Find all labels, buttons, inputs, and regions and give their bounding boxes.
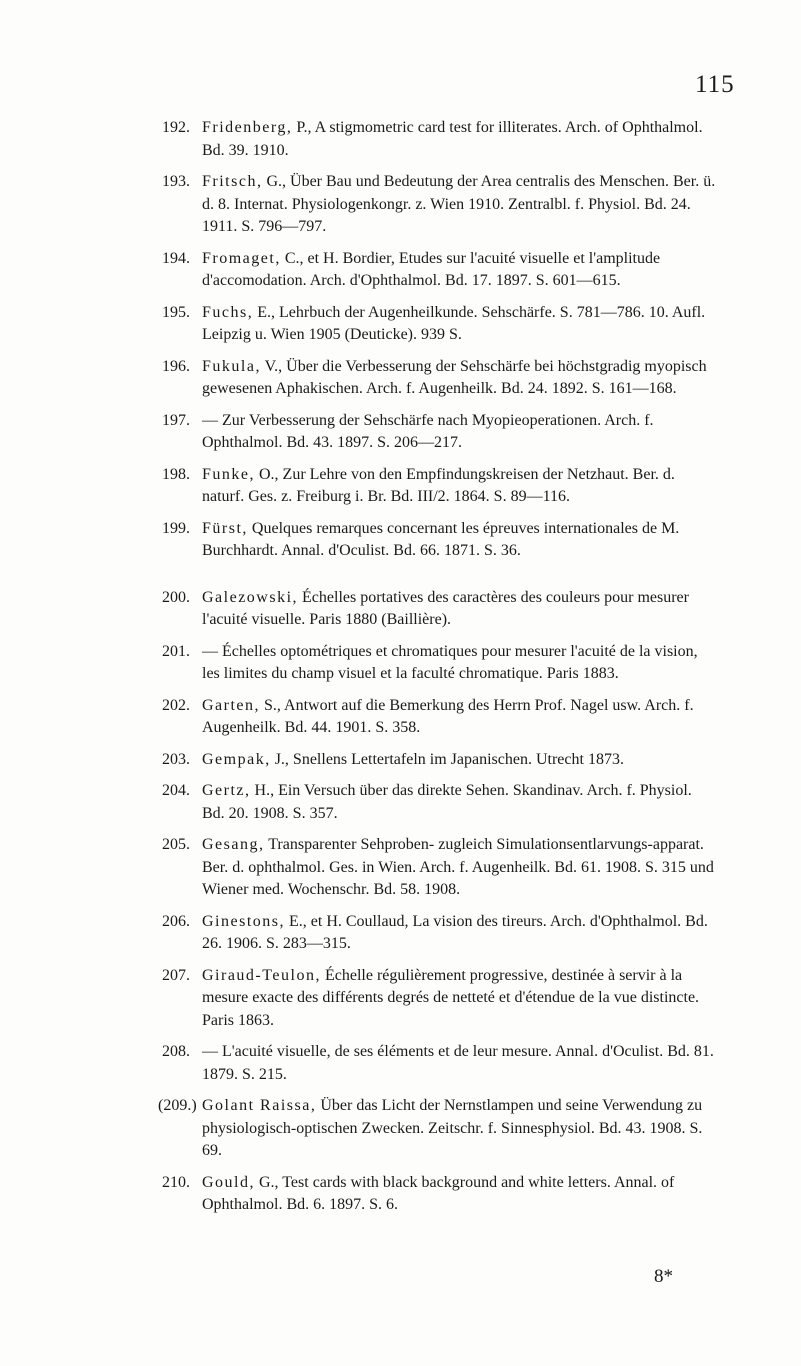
entry-text: — Échelles optométriques et chromatiques pour mesurer l'acuité de la vision, les limites du champ visuel et la faculté chromatique. Paris 1883.	[202, 642, 698, 682]
entry-author: Ginestons,	[202, 912, 285, 930]
entry-number: (209.)	[158, 1097, 197, 1114]
entry-text: O., Zur Lehre von den Empfindungskreisen der Netzhaut. Ber. d. naturf. Ges. z. Freiburg i. Br. Bd. III/2. 1864. S. 89—116.	[202, 465, 675, 505]
entry-author: Giraud-Teulon,	[202, 966, 321, 984]
reference-entry	[162, 410, 718, 455]
reference-entry	[162, 749, 718, 772]
entry-number: 199.	[162, 519, 190, 537]
entry-text: Transparenter Sehproben- zugleich Simulationsentlarvungs-apparat. Ber. d. ophthalmol. Ges. in Wien. Arch. f. Augenheilk. Bd. 61. 1908. S. 315 und Wiener med. Wochenschr. Bd. 58. 1908.	[202, 836, 714, 898]
entry-text: Über das Licht der Nernstlampen und seine Verwendung zu physiologisch-optischen Zwecken. Zeitschr. f. Sinnesphysiol. Bd. 43. 1908. S. 69.	[202, 1097, 703, 1159]
entry-number: 193.	[162, 173, 190, 190]
entry-number: 205.	[162, 836, 190, 853]
printer-signature-mark: 8*	[654, 1266, 673, 1287]
entry-text: P., A stigmometric card test for illiterates. Arch. of Ophthalmol. Bd. 39. 1910.	[202, 119, 703, 159]
entry-author: Fürst,	[202, 519, 248, 537]
reference-entry	[162, 695, 718, 740]
entry-author: Gertz,	[202, 782, 251, 799]
entry-author: Galezowski,	[202, 588, 299, 606]
reference-entry	[162, 780, 718, 825]
entry-text: E., Lehrbuch der Augenheilkunde. Sehschärfe. S. 781—786. 10. Aufl. Leipzig u. Wien 1905 (Deuticke). 939 S.	[202, 303, 706, 343]
entry-author: Gempak,	[202, 750, 271, 768]
reference-entry	[162, 518, 718, 563]
reference-entry	[162, 911, 718, 956]
reference-entry	[162, 1041, 718, 1086]
reference-entry	[162, 117, 718, 162]
entry-number: 206.	[162, 912, 190, 930]
reference-entry	[162, 464, 718, 509]
entry-author: Gesang,	[202, 836, 265, 853]
entry-text: E., et H. Coullaud, La vision des tireurs. Arch. d'Ophthalmol. Bd. 26. 1906. S. 283—315.	[202, 912, 708, 952]
reference-entry	[162, 248, 718, 293]
entry-text: S., Antwort auf die Bemerkung des Herrn Prof. Nagel usw. Arch. f. Augenheilk. Bd. 44. 1901. S. 358.	[202, 696, 694, 736]
page-number: 115	[695, 71, 735, 98]
entry-author: Gould,	[202, 1173, 255, 1191]
entry-number: 203.	[162, 750, 190, 768]
reference-entry	[158, 1095, 718, 1163]
entry-number: 200.	[162, 588, 190, 606]
entry-number: 204.	[162, 782, 190, 799]
entry-author: Fuchs,	[202, 303, 254, 321]
entry-text: G., Über Bau und Bedeutung der Area centralis des Menschen. Ber. ü. d. 8. Internat. Physiologenkongr. z. Wien 1910. Zentralbl. f. Physiol. Bd. 24. 1911. S. 796—797.	[202, 173, 716, 235]
entry-number: 197.	[162, 411, 190, 429]
entry-text: Quelques remarques concernant les épreuves internationales de M. Burchhardt. Annal. d'Oculist. Bd. 66. 1871. S. 36.	[202, 519, 680, 559]
reference-entry	[162, 965, 718, 1033]
entry-text: H., Ein Versuch über das direkte Sehen. Skandinav. Arch. f. Physiol. Bd. 20. 1908. S. 357.	[202, 782, 692, 822]
entry-text: — L'acuité visuelle, de ses éléments et de leur mesure. Annal. d'Oculist. Bd. 81. 1879. S. 215.	[202, 1043, 714, 1083]
entry-text: C., et H. Bordier, Etudes sur l'acuité visuelle et l'amplitude d'accomodation. Arch. d'Ophthalmol. Bd. 17. 1897. S. 601—615.	[202, 249, 661, 289]
reference-entry	[162, 302, 718, 347]
entry-number: 208.	[162, 1043, 190, 1060]
entry-author: Funke,	[202, 465, 255, 483]
entry-number: 198.	[162, 465, 190, 483]
entry-author: Fromaget,	[202, 249, 281, 267]
reference-list	[158, 117, 718, 1226]
reference-entry	[162, 1172, 718, 1217]
entry-text: Échelles portatives des caractères des couleurs pour mesurer l'acuité visuelle. Paris 1880 (Baillière).	[202, 588, 689, 628]
entry-number: 202.	[162, 696, 190, 714]
entry-number: 196.	[162, 357, 190, 375]
reference-entry	[162, 356, 718, 401]
entry-number: 210.	[162, 1173, 190, 1191]
entry-author: Golant Raissa,	[202, 1097, 317, 1114]
reference-entry	[162, 834, 718, 902]
entry-number: 201.	[162, 642, 190, 660]
reference-entry	[162, 587, 718, 632]
entry-text: Échelle régulièrement progressive, destinée à servir à la mesure exacte des différents degrés de netteté et d'étendue de la vue distincte. Paris 1863.	[202, 966, 700, 1029]
entry-number: 207.	[162, 966, 190, 984]
entry-number: 195.	[162, 303, 190, 321]
entry-number: 192.	[162, 119, 190, 136]
entry-text: — Zur Verbesserung der Sehschärfe nach Myopieoperationen. Arch. f. Ophthalmol. Bd. 43. 1897. S. 206—217.	[202, 411, 654, 451]
entry-author: Fritsch,	[202, 173, 263, 190]
entry-text: V., Über die Verbesserung der Sehschärfe bei höchstgradig myopisch gewesenen Aphakischen. Arch. f. Augenheilk. Bd. 24. 1892. S. 161—168.	[202, 357, 707, 397]
entry-author: Fukula,	[202, 357, 261, 375]
reference-entry	[162, 171, 718, 239]
entry-text: G., Test cards with black background and white letters. Annal. of Ophthalmol. Bd. 6. 1897. S. 6.	[202, 1173, 675, 1213]
reference-entry	[162, 641, 718, 686]
entry-text: J., Snellens Lettertafeln im Japanischen. Utrecht 1873.	[270, 750, 624, 768]
entry-author: Fridenberg,	[202, 119, 293, 136]
entry-number: 194.	[162, 249, 190, 267]
entry-author: Garten,	[202, 696, 261, 714]
